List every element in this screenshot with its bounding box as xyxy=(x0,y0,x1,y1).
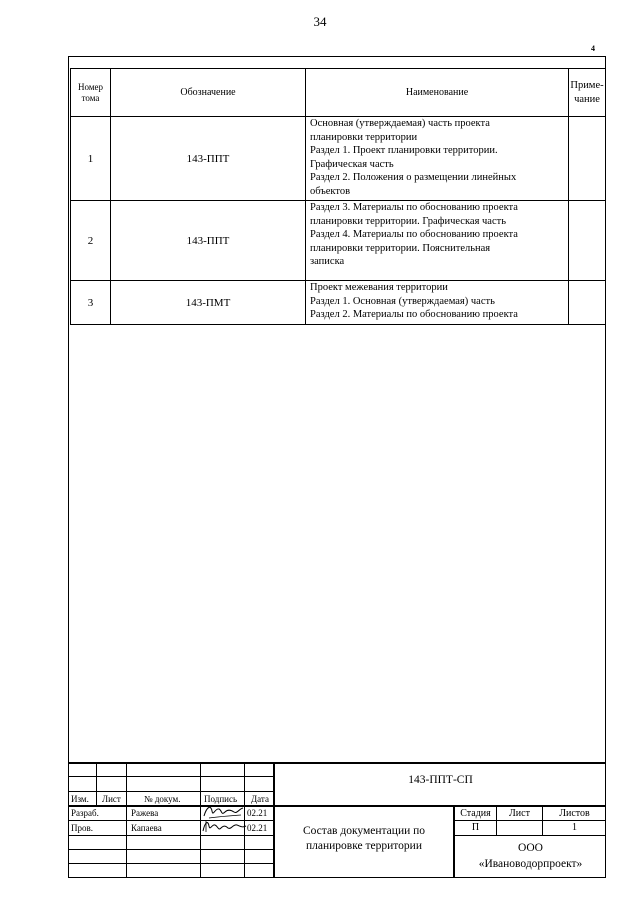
row-name-line: Проект межевания территории xyxy=(310,282,448,293)
sheets-label: Листов xyxy=(559,808,590,819)
stamp-line xyxy=(68,805,606,807)
row-note xyxy=(569,201,606,281)
row-volume-number: 1 xyxy=(71,117,111,201)
organization-line: ООО xyxy=(518,842,543,854)
table-row xyxy=(71,117,606,201)
stamp-line xyxy=(68,791,273,792)
organization xyxy=(455,840,606,872)
sheet-label: Лист xyxy=(509,808,530,819)
row-designation: 143-ППТ xyxy=(111,201,306,281)
developed-name: Ражева xyxy=(131,808,159,818)
documents-table xyxy=(70,68,606,325)
row-name-line: записка xyxy=(310,256,345,267)
row-name-line: Графическая часть xyxy=(310,158,394,170)
doc-title xyxy=(275,824,453,854)
header-volume-number: Номер тома xyxy=(71,69,111,117)
stamp-line xyxy=(453,820,606,821)
header-note: Приме-чание xyxy=(569,69,606,117)
developed-date: 02.21 xyxy=(247,808,268,818)
stage-value: П xyxy=(471,822,480,833)
row-name xyxy=(306,201,569,281)
row-note xyxy=(569,281,606,325)
stamp-line xyxy=(68,863,273,864)
checked-date: 02.21 xyxy=(247,823,268,833)
col-change: Изм. xyxy=(71,794,89,804)
stamp-line xyxy=(126,762,127,878)
sheets-value: 1 xyxy=(572,822,577,833)
organization-line: «Ивановодорпроект» xyxy=(478,858,583,870)
page-number: 34 xyxy=(313,14,327,29)
row-designation: 143-ПМТ xyxy=(111,281,306,325)
doc-title-line: планировке территории xyxy=(306,840,422,852)
row-name-line: планировки территории. Графическая часть xyxy=(310,215,507,227)
row-name-line: планировки территории xyxy=(310,131,418,143)
row-name xyxy=(306,117,569,201)
row-name-line: Раздел 1. Проект планировки территории. xyxy=(310,145,498,156)
table-row xyxy=(71,281,606,325)
stamp-top-line xyxy=(68,762,606,764)
row-name-line: Раздел 2. Положения о размещении линейных xyxy=(310,172,517,183)
stamp-line xyxy=(68,849,273,850)
col-doc-number: № докум. xyxy=(144,794,181,804)
table-header-row xyxy=(71,69,606,117)
row-volume-number: 2 xyxy=(71,201,111,281)
row-name-line: Раздел 1. Основная (утверждаемая) часть xyxy=(310,295,495,307)
row-note xyxy=(569,117,606,201)
row-name-line: Раздел 4. Материалы по обоснованию проекта xyxy=(310,229,518,240)
header-designation: Обозначение xyxy=(111,69,306,117)
header-name: Наименование xyxy=(306,69,569,117)
stamp-line xyxy=(68,776,273,777)
row-name-line: Раздел 2. Материалы по обоснованию проекта xyxy=(310,309,518,320)
checked-name: Капаева xyxy=(131,823,162,833)
checked-role: Пров. xyxy=(71,823,93,833)
doc-code: 143-ППТ-СП xyxy=(408,774,473,786)
doc-title-line: Состав документации по xyxy=(302,825,426,837)
signature-checker xyxy=(200,816,248,836)
table-row xyxy=(71,201,606,281)
row-name-line: Основная (утверждаемая) часть проекта xyxy=(310,118,490,129)
row-name-line: объектов xyxy=(310,185,351,197)
developed-role: Разраб. xyxy=(71,808,99,818)
stamp-line xyxy=(96,762,97,805)
stage-label: Стадия xyxy=(460,808,491,819)
stamp-line xyxy=(453,835,606,836)
col-sheet: Лист xyxy=(102,794,121,804)
row-volume-number: 3 xyxy=(71,281,111,325)
sheet-mark: 4 xyxy=(591,44,595,53)
row-name xyxy=(306,281,569,325)
row-name-line: планировки территории. Пояснительная xyxy=(310,242,491,254)
col-date: Дата xyxy=(251,794,269,804)
col-signature: Подпись xyxy=(204,794,238,804)
row-designation: 143-ППТ xyxy=(111,117,306,201)
row-name-line: Раздел 3. Материалы по обоснованию проекта xyxy=(310,202,518,213)
